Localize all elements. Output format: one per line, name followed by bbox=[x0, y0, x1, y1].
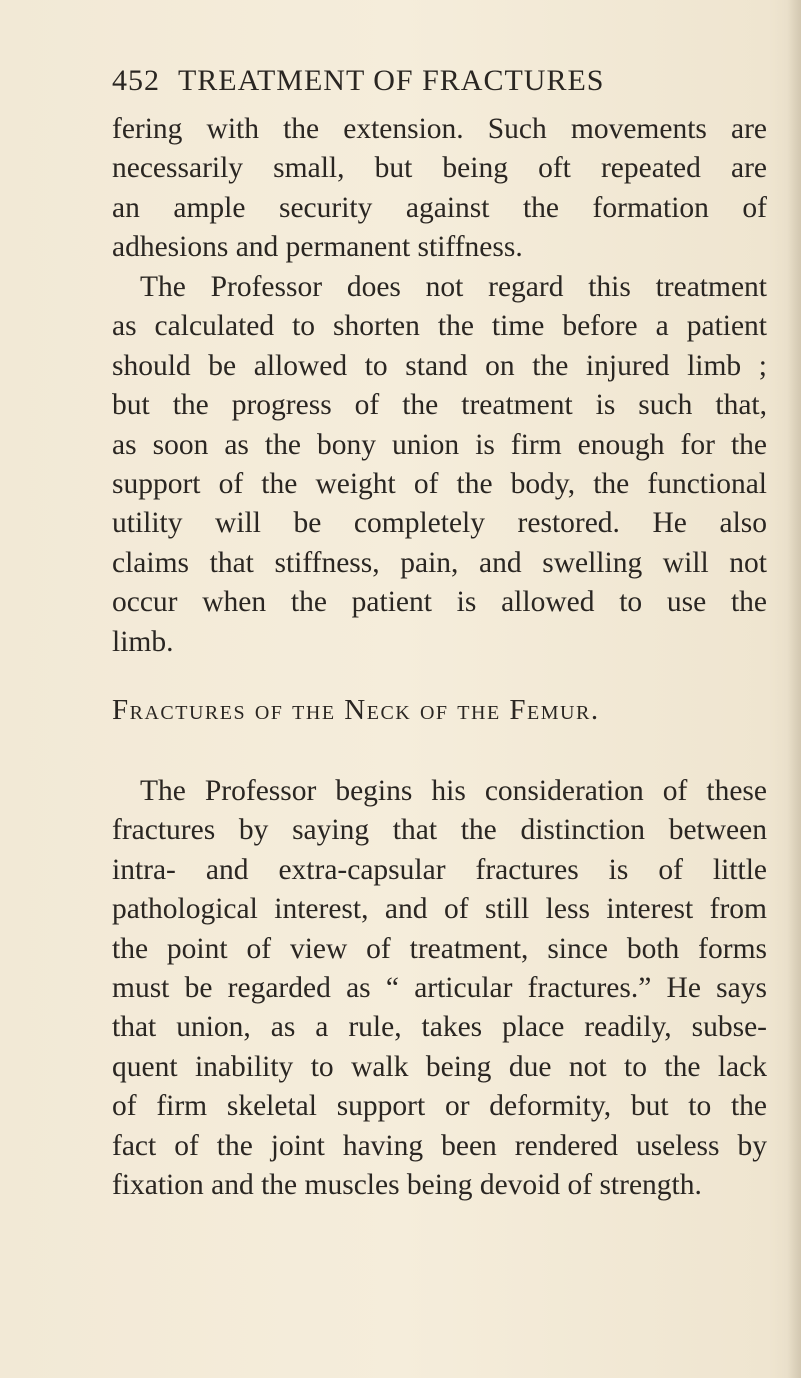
text-line: pathological interest, and of still less interest from bbox=[112, 893, 767, 926]
paragraph-professor-treatment bbox=[112, 268, 767, 662]
text-line: but the progress of the treatment is such that, bbox=[112, 389, 767, 422]
text-line: as calculated to shorten the time before a patient bbox=[112, 310, 767, 343]
text-line: limb. bbox=[112, 625, 174, 658]
running-title: TREATMENT OF FRACTURES bbox=[177, 64, 605, 97]
text-line: must be regarded as “ articular fractures.” He says bbox=[112, 971, 767, 1004]
text-line: utility will be completely restored. He also bbox=[112, 507, 767, 540]
page-edge-shadow bbox=[787, 0, 801, 1378]
text-line: support of the weight of the body, the functional bbox=[112, 467, 767, 500]
text-line: fering with the extension. Such movements are bbox=[112, 113, 767, 145]
text-line: claims that stiffness, pain, and swelling will not bbox=[112, 546, 767, 579]
paragraph-continuation bbox=[112, 110, 767, 268]
text-line: fractures by saying that the distinction between bbox=[112, 814, 767, 847]
text-line: intra- and extra-capsular fractures is of little bbox=[112, 853, 767, 886]
text-line: fixation and the muscles being devoid of strength. bbox=[112, 1168, 702, 1201]
text-line: The Professor begins his consideration of these bbox=[140, 775, 767, 807]
text-line: occur when the patient is allowed to use the bbox=[112, 586, 767, 619]
section-heading: Fractures of the Neck of the Femur. bbox=[112, 694, 600, 726]
running-header bbox=[112, 64, 604, 98]
text-line: The Professor does not regard this treatment bbox=[140, 271, 767, 303]
text-line: of firm skeletal support or deformity, but to the bbox=[112, 1090, 767, 1123]
text-line: should be allowed to stand on the injured limb ; bbox=[112, 349, 767, 382]
text-line: adhesions and permanent stiffness. bbox=[112, 231, 523, 264]
paragraph-neck-of-femur bbox=[112, 772, 767, 1205]
text-line: necessarily small, but being oft repeated are bbox=[112, 152, 767, 185]
text-line: the point of view of treatment, since both forms bbox=[112, 932, 767, 965]
text-line: as soon as the bony union is firm enough for the bbox=[112, 428, 767, 461]
page-number: 452 bbox=[112, 64, 160, 97]
text-line: an ample security against the formation of bbox=[112, 191, 767, 224]
text-line: fact of the joint having been rendered useless by bbox=[112, 1129, 767, 1162]
text-line: quent inability to walk being due not to the lack bbox=[112, 1050, 767, 1083]
text-line: that union, as a rule, takes place readily, subse- bbox=[112, 1011, 767, 1044]
